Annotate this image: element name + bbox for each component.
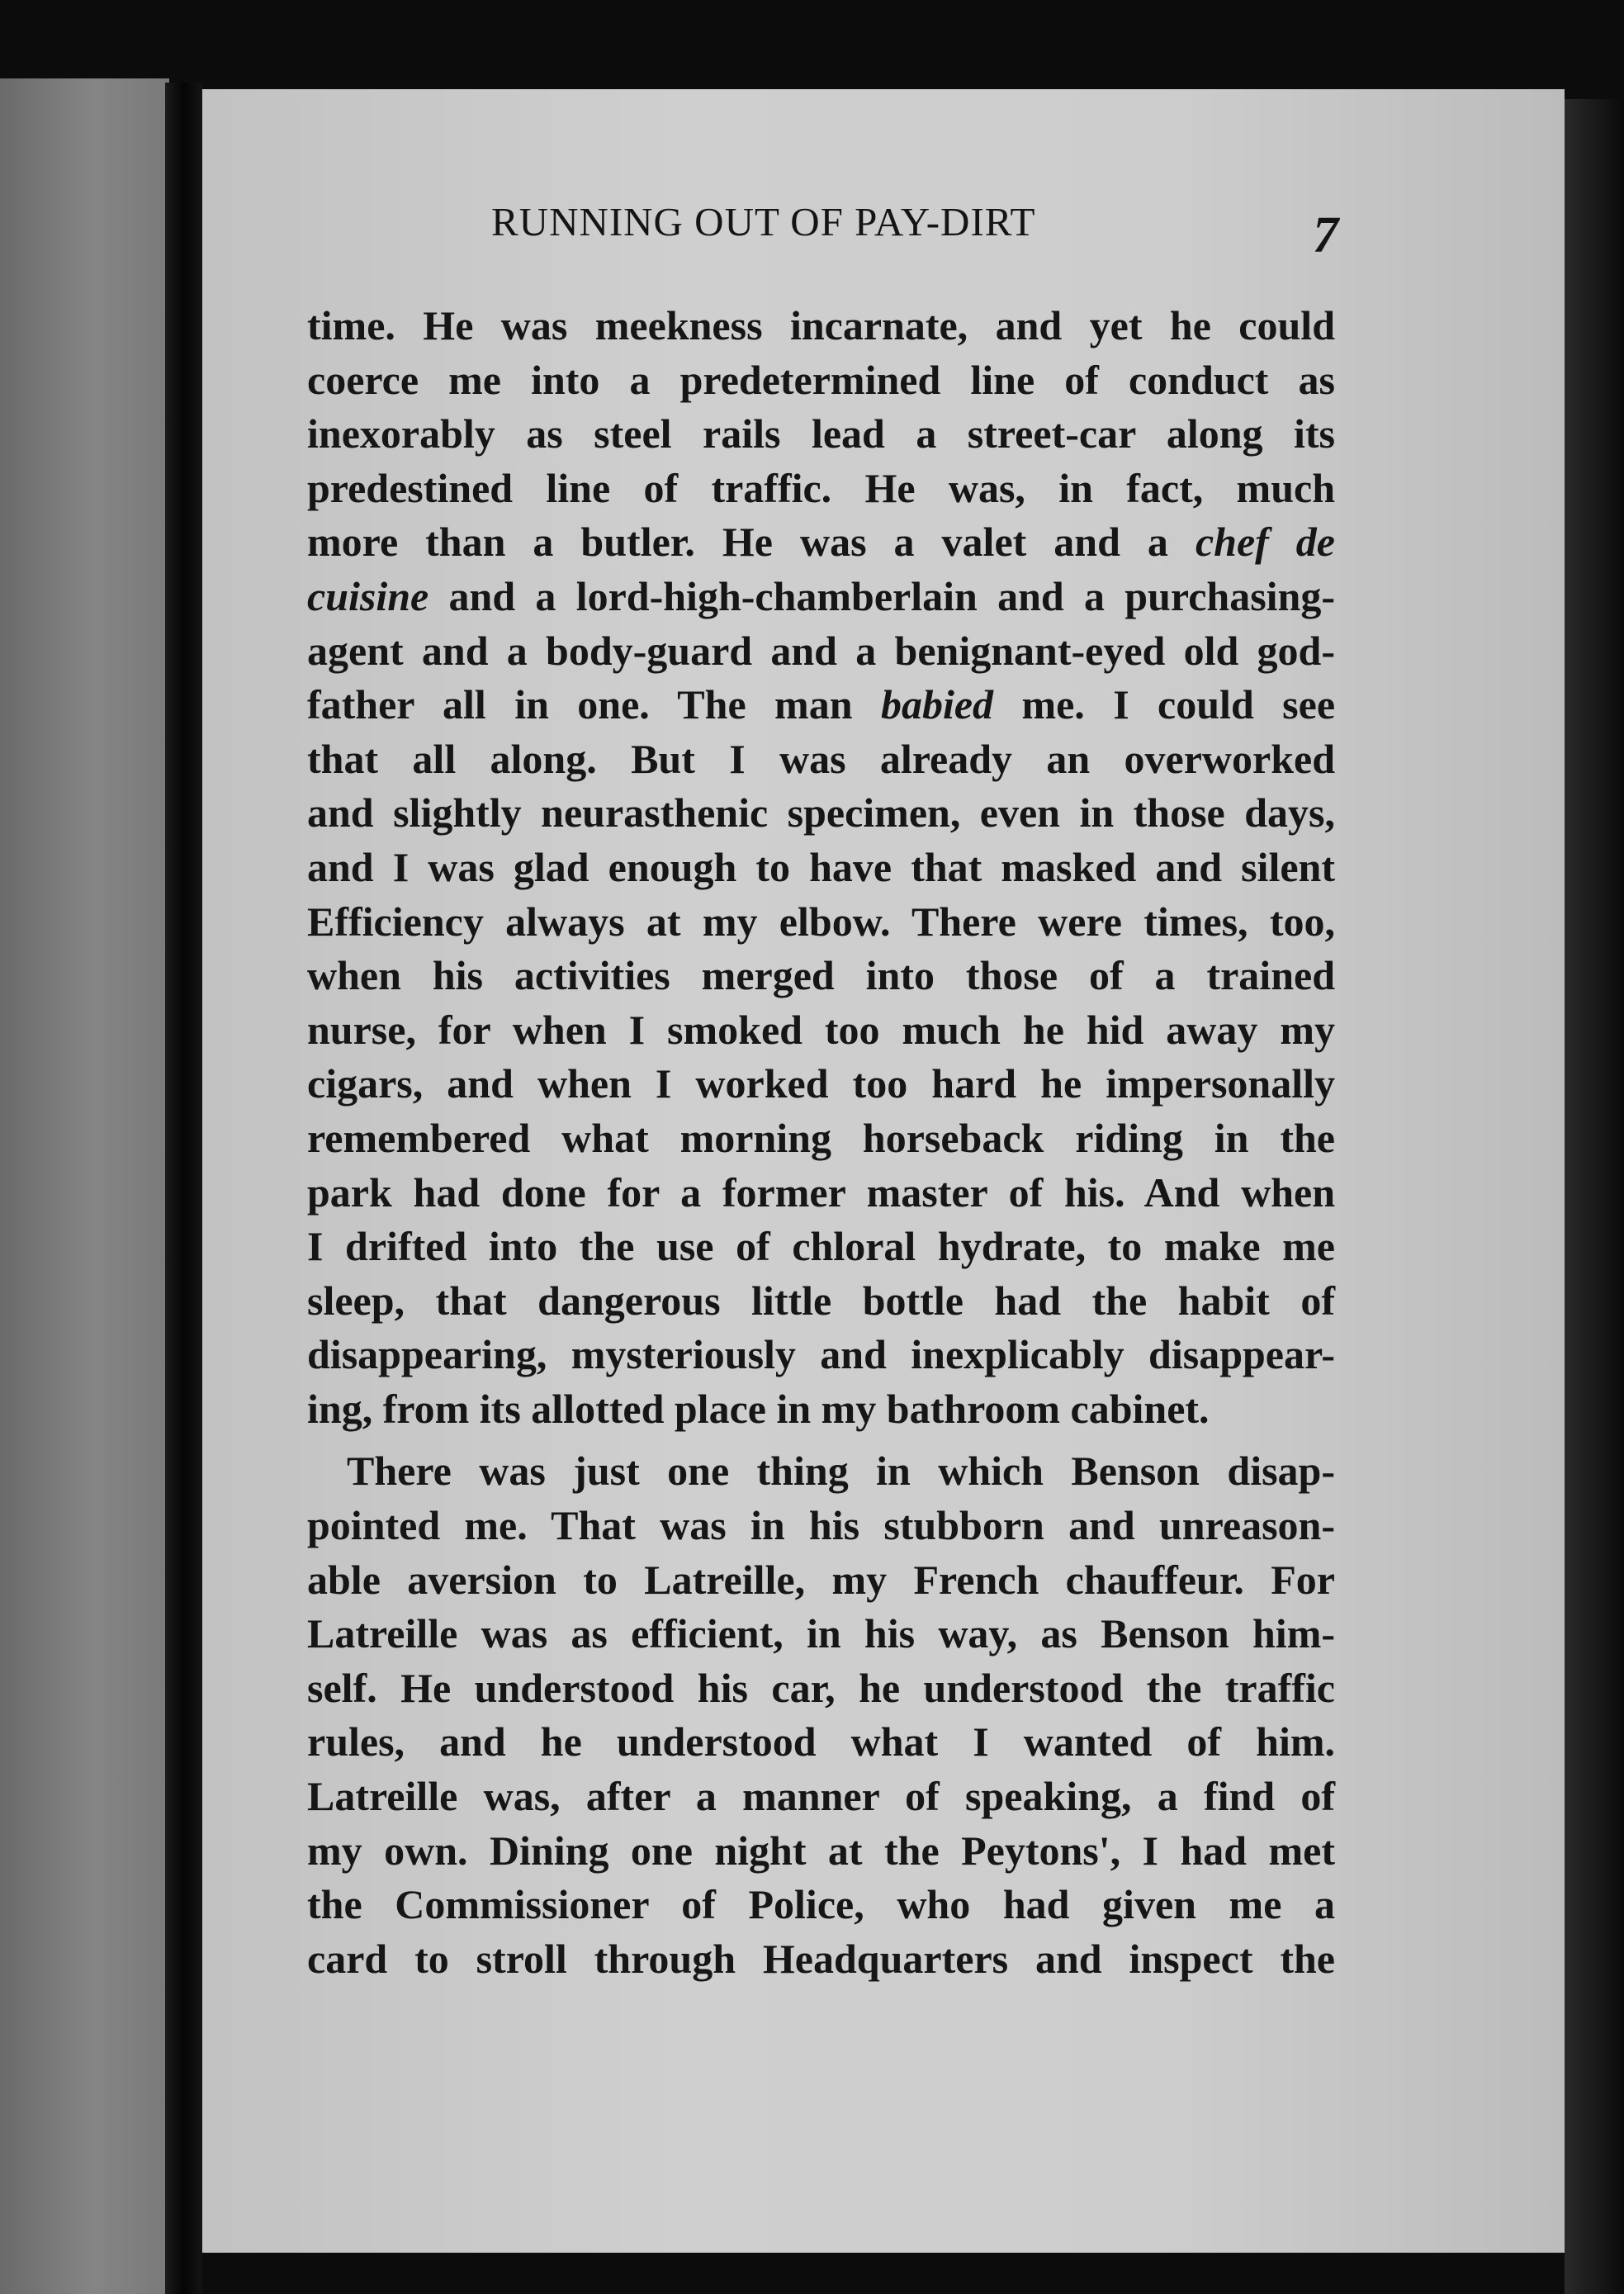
book-binding-gutter: [165, 83, 202, 2294]
text-line: Latreille was as efficient, in his way, as Benson him-: [307, 1610, 1335, 1657]
text-line: cuisine and a lord-high-chamberlain and a purchasing-: [307, 572, 1335, 619]
text-line: remembered what morning horseback riding in the: [307, 1114, 1335, 1161]
text-line: Latreille was, after a manner of speaking, a find of: [307, 1773, 1335, 1820]
page-number: 7: [1313, 207, 1338, 263]
running-head: RUNNING OUT OF PAY-DIRT: [491, 199, 1036, 244]
text-line: my own. Dining one night at the Peytons', I had met: [307, 1827, 1335, 1874]
text-line: ing, from its allotted place in my bathroom cabinet.: [307, 1385, 1210, 1432]
text-line: I drifted into the use of chloral hydrate, to make me: [307, 1223, 1335, 1270]
text-line: rules, and he understood what I wanted of him.: [307, 1718, 1335, 1766]
text-line: self. He understood his car, he understood the traffic: [307, 1664, 1335, 1711]
scan-right-border: [1565, 99, 1624, 2294]
text-line: park had done for a former master of his. And when: [307, 1168, 1335, 1216]
text-line: predestined line of traffic. He was, in fact, much: [307, 464, 1335, 511]
facing-page-edge: [0, 78, 169, 2294]
text-line: that all along. But I was already an overworked: [307, 735, 1335, 782]
text-line: able aversion to Latreille, my French chauffeur. For: [307, 1556, 1335, 1603]
text-line: nurse, for when I smoked too much he hid away my: [307, 1006, 1335, 1053]
text-line: and I was glad enough to have that masked and silent: [307, 843, 1335, 890]
text-line: sleep, that dangerous little bottle had the habit of: [307, 1277, 1335, 1324]
paragraph-2: [307, 1444, 1335, 1986]
page-body-text: [307, 299, 1335, 1986]
text-line: pointed me. That was in his stubborn and unreason-: [307, 1502, 1335, 1549]
text-line: card to stroll through Headquarters and inspect the: [307, 1935, 1335, 1982]
text-line: Efficiency always at my elbow. There were times, too,: [307, 898, 1335, 945]
text-line: inexorably as steel rails lead a street-car along its: [307, 410, 1335, 457]
paragraph-1: [307, 299, 1335, 1436]
text-line: when his activities merged into those of a trained: [307, 952, 1335, 999]
text-line: father all in one. The man babied me. I could see: [307, 681, 1336, 728]
text-line: cigars, and when I worked too hard he impersonally: [307, 1060, 1335, 1107]
text-line: agent and a body-guard and a benignant-eyed old god-: [307, 627, 1335, 674]
text-line: and slightly neurasthenic specimen, even in those days,: [307, 789, 1335, 837]
text-line: more than a butler. He was a valet and a chef de: [307, 519, 1335, 566]
text-line: disappearing, mysteriously and inexplicably disappear-: [307, 1331, 1335, 1378]
text-line: There was just one thing in which Benson disap-: [347, 1448, 1335, 1495]
text-line: time. He was meekness incarnate, and yet he could: [307, 302, 1335, 348]
text-line: the Commissioner of Police, who had given me a: [307, 1881, 1335, 1928]
text-line: coerce me into a predetermined line of conduct as: [307, 356, 1335, 403]
